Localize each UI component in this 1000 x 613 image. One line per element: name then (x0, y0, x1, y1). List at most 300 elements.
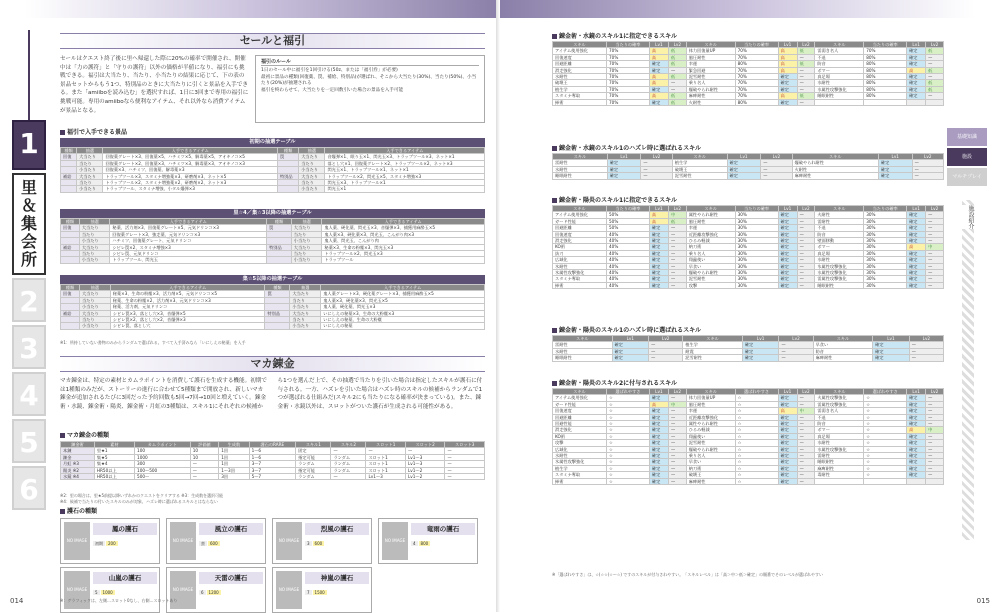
skill-value: 30% (864, 276, 907, 282)
prize-items: シビレ罠×3、落とし穴×3、音爆弾×5 (110, 310, 265, 316)
skill-value: — (649, 355, 683, 361)
skill-name: 属性やられ耐性 (686, 421, 735, 427)
prize-items: 閃光玉×1 (325, 186, 485, 192)
stone-image: NO IMAGE (170, 522, 196, 560)
skill-name: 回復速度 (553, 54, 607, 60)
skill-value: 70% (606, 67, 649, 73)
skill-value: 70% (606, 74, 649, 80)
prize-table-2 (60, 218, 485, 264)
skill-value: 30% (735, 276, 778, 282)
side-vertical-label: 施設紹介 (962, 205, 974, 229)
side-tab-basics[interactable]: 基礎知識 (947, 128, 987, 146)
skill-value: ☆ (735, 395, 778, 401)
skill-value: 高 (778, 93, 797, 99)
skill-col-header: Lv1 (727, 154, 761, 160)
table-row (553, 173, 944, 179)
maka-cell: ランダム (331, 454, 366, 460)
skill-col-header: Lv1 (612, 336, 649, 342)
skill-col-header: Lv1 (878, 154, 912, 160)
skill-value: — (926, 421, 944, 427)
skill-value: — (668, 453, 686, 459)
skill-name: 雷属性攻撃強化 (815, 276, 864, 282)
skill-value: — (797, 67, 815, 73)
skill-value: 確定 (878, 166, 912, 172)
skill-name: 緊急回避 (686, 67, 735, 73)
skill-col-header: スキル (686, 389, 735, 395)
skill-value: 確定 (907, 218, 926, 224)
maka-cell: — (405, 448, 444, 454)
skill-value: 確定 (778, 395, 797, 401)
skill-value: 確定 (778, 472, 797, 478)
maka-cell: 固定 (296, 448, 331, 454)
stone-grade: 4 (413, 541, 416, 546)
skill-value (864, 478, 907, 484)
skill-col-header: スキル (553, 206, 607, 212)
maka-cell: スロット1 (366, 454, 405, 460)
skill-value: ☆ (735, 401, 778, 407)
maka-cell: ランダム (296, 474, 331, 480)
skill-value: 70% (606, 86, 649, 92)
skill-col-header: Lv1 (649, 389, 668, 395)
skill-value: — (912, 166, 943, 172)
skill-name: 翔蟲使い (686, 257, 735, 263)
skill-value: 確定 (649, 433, 668, 439)
skill-value: — (926, 225, 944, 231)
skill-value: ☆ (864, 472, 907, 478)
rules-box (255, 55, 485, 123)
skill-value: 確定 (907, 401, 926, 407)
skill-value: 30% (735, 218, 778, 224)
skill-value: — (797, 446, 815, 452)
skill-name: 不退 (815, 414, 864, 420)
skill-value: 確定 (649, 459, 668, 465)
skill-value: 確定 (649, 276, 668, 282)
skill-value: 確定 (649, 86, 668, 92)
skill-value: ☆ (735, 453, 778, 459)
prize-cell: 大当たり (299, 173, 325, 179)
prize-items: 秘薬、生命の粉塵×2、活力剤×3、元気ドリンコ×3 (110, 297, 265, 303)
skill-value: — (797, 414, 815, 420)
skill-value: 確定 (907, 465, 926, 471)
skill-name: 滑走強化 (553, 67, 607, 73)
stone-name: 山嵐の護石 (93, 572, 157, 584)
skill-value: — (668, 414, 686, 420)
skill-value: 高 (649, 212, 668, 218)
skill-name: 体力回復量UP (686, 48, 735, 54)
skill-value: 確定 (778, 414, 797, 420)
chapter-title: 里＆集会所 (12, 173, 46, 275)
skill-value: 50% (606, 225, 649, 231)
skill-value: ☆ (606, 465, 649, 471)
prize-items: 秘薬、活力剤、元気ドリンコ (110, 304, 265, 310)
side-tab-facilities[interactable]: 施設 (947, 148, 987, 166)
chapter-tab-5[interactable]: 5 (12, 419, 46, 463)
skill-value: — (668, 225, 686, 231)
prize-items: 鬼人薬、硬化薬、閃光玉×3 (321, 304, 485, 310)
skill-col-header: Lv1 (607, 154, 641, 160)
skill-name: 挿術 (553, 478, 607, 484)
skill-value: ☆ (735, 414, 778, 420)
skill-name: 爆破やられ耐性 (686, 270, 735, 276)
column-header: 抽選 (77, 148, 103, 154)
skill-value: — (668, 276, 686, 282)
skill-value: 確定 (778, 80, 797, 86)
skill-value: ☆ (735, 433, 778, 439)
skill-value: — (668, 86, 686, 92)
skill-value: ☆ (735, 472, 778, 478)
maka-cell: 1回 (219, 461, 249, 467)
maka-cell: Lv1〜3 (405, 461, 444, 467)
rule-2: 最初に景品の種類(回復薬、罠、補給、特別品)が選ばれ、そこから大当たり(30%)、当たり(50%)、小当たり(20%)が抽選される (261, 74, 477, 87)
maka-cell: — (190, 474, 219, 480)
skill-value: 30% (735, 282, 778, 288)
prize-cell: 大当たり (290, 310, 321, 316)
skill-value: 確定 (907, 93, 926, 99)
maka-cell: — (331, 474, 366, 480)
skill-value: 確定 (907, 270, 926, 276)
skill-value: — (668, 282, 686, 288)
skill-value: 低 (668, 48, 686, 54)
skill-value: 70% (735, 80, 778, 86)
skill-name: 納刀術 (686, 465, 735, 471)
stone-name: 鳳の護石 (93, 523, 157, 535)
s4-table (552, 335, 944, 362)
prize-items: トラップツール (322, 257, 485, 263)
table2-title: 里☆4／集☆3以降の抽選テーブル (60, 209, 485, 218)
skill-col-header: スキル (553, 42, 607, 48)
skill-name: 睡眠耐性 (815, 282, 864, 288)
skill-value: — (797, 212, 815, 218)
skill-value: — (926, 459, 944, 465)
skill-value: 確定 (907, 421, 926, 427)
skill-value: 40% (606, 250, 649, 256)
prize-cell (61, 186, 77, 192)
skill-value: 30% (864, 270, 907, 276)
prize-items: 音爆弾×1、眠り玉×1、閃光玉×3、トラップツール×3、ネット×1 (325, 154, 485, 160)
skill-col-header: スキル (553, 154, 608, 160)
maka-cell: — (366, 448, 405, 454)
prize-items: 回復薬グレート×3、強走薬、元気ドリンコ×3 (110, 231, 267, 237)
skill-col-header: Lv1 (649, 206, 668, 212)
maka-cell: 月虹 ※3 (61, 461, 95, 467)
prize-cell: 回復 (61, 291, 80, 297)
skill-name: 氷属性攻撃強化 (815, 263, 864, 269)
skill-value: 40% (606, 270, 649, 276)
skill-value: ☆ (606, 440, 649, 446)
skill-col-header: Lv1 (649, 42, 668, 48)
skill-value: 確定 (778, 244, 797, 250)
chapter-tab-2[interactable]: 2 (12, 278, 46, 322)
skill-value: ☆ (606, 395, 649, 401)
page-number-left: 014 (10, 596, 24, 605)
skill-value: — (926, 401, 944, 407)
skill-name: 水耐性 (815, 80, 864, 86)
skill-value: 確定 (778, 478, 797, 484)
stones-head: 護石の種類 (60, 508, 97, 516)
skill-value: — (641, 173, 672, 179)
skill-value: 80% (864, 80, 907, 86)
skill-value: 30% (735, 225, 778, 231)
skill-name: 不退 (815, 225, 864, 231)
stone-image: NO IMAGE (276, 571, 302, 609)
skill-col-header: 当たりの確率 (864, 42, 907, 48)
prize-items: 閃光玉×1、トラップツール×1、ネット×1 (325, 167, 485, 173)
skill-value: 高 (649, 218, 668, 224)
prize-items: 秘薬×3、生命の粉塵×3、閃光玉×3 (322, 244, 485, 250)
skill-value: ☆ (606, 472, 649, 478)
skill-col-header: スキル (815, 206, 864, 212)
chapter-tab-1[interactable]: 1 (12, 120, 46, 170)
bottom-note: ※「選ばれやすさ」は、☆(☆☆(☆〜☆) ですのスキルが付与されやすい。「スキルレベル」は「高＞中＞低＞確定」の順番でそのレベルが選ばれやすい (552, 572, 824, 577)
skill-name: 水属性攻撃強化 (815, 446, 864, 452)
prize-items: トラップツール×2、閃光玉×5、スタミナ増強×3 (325, 173, 485, 179)
s2-table (552, 153, 944, 180)
skill-name: 水属性攻撃強化 (815, 86, 864, 92)
maka-cell: 300 (135, 461, 191, 467)
skill-value: ☆ (864, 453, 907, 459)
skill-value: — (668, 421, 686, 427)
prize-items: シビレ罠、元気ドリンコ (110, 251, 267, 257)
column-header: 種類 (265, 285, 290, 291)
skill-value (907, 478, 926, 484)
prize-items: トラップツール×2、閃光玉×3 (322, 251, 485, 257)
prize-cell: 大当たり (77, 173, 103, 179)
skill-col-header: Lv1 (778, 206, 797, 212)
prize-cell: 罠 (267, 225, 292, 231)
skill-value: 確定 (649, 427, 668, 433)
skill-name: 防音 (815, 61, 864, 67)
skill-value: 確定 (649, 231, 668, 237)
skill-col-header: 当たりの確率 (735, 42, 778, 48)
skill-value: 70% (864, 48, 907, 54)
skill-col-header: 当たりの確率 (864, 206, 907, 212)
prize-cell: 罠 (265, 291, 290, 297)
maka-cell: Lv1〜2 (405, 467, 444, 473)
skill-value: 確定 (907, 459, 926, 465)
skill-value: 70% (606, 61, 649, 67)
skill-name: 水耐性 (553, 166, 608, 172)
prize-cell: 小当たり (77, 186, 103, 192)
skill-name: ひるみ軽減 (686, 238, 735, 244)
table-row (553, 282, 944, 288)
prize-cell: 大当たり (291, 225, 322, 231)
skill-col-header: Lv2 (797, 389, 815, 395)
skill-name: 雷耐性 (815, 453, 864, 459)
skill-value: — (668, 478, 686, 484)
column-header: 入手できるアイテム (322, 219, 485, 225)
skill-col-header: Lv2 (668, 42, 686, 48)
skill-value: — (668, 433, 686, 439)
skill-value: — (761, 173, 792, 179)
prize-cell: 小当たり (291, 257, 322, 263)
s5-head: 錬金術・陽炎のスキル2に付与されるスキル (552, 380, 677, 388)
skill-value: 確定 (727, 160, 761, 166)
skill-value: 確定 (612, 342, 649, 348)
sale-body: セールはクエスト終了後に里へ帰還した際に20%の確率で開催され、開催中は「力の護符」と「守りの護符」以外の価格が半値になり、福引にも挑戦できる。福引は大当たり、当たり、小当たりの結果に応じて、下の表の景品セットからもう1つ、特別品のときに大当たりに引くと景品を入手できる。また「amiiboを読み込む」を選択すれば、1日に3回まで専用の福引に挑戦可能。専用のamiiboなら便利なアイテム、それ以外なら消費アイテムが景品となる。 (60, 56, 249, 114)
stone-image: NO IMAGE (64, 571, 90, 609)
skill-name: スタミナ奪取 (553, 93, 607, 99)
skill-value: 確定 (907, 395, 926, 401)
skill-value: ☆ (735, 408, 778, 414)
maka-col-header: 護石のRARE (249, 442, 296, 448)
prize-cell: 当たり (79, 297, 110, 303)
skill-value: ☆ (864, 465, 907, 471)
skill-value: 高 (649, 401, 668, 407)
skill-value: ☆ (606, 478, 649, 484)
skill-name: 睡眠耐性 (553, 173, 608, 179)
skill-value: ☆ (864, 395, 907, 401)
skill-value: 確定 (907, 212, 926, 218)
skill-name: 睡眠耐性 (815, 459, 864, 465)
maka-cell: 3〜7 (249, 467, 296, 473)
skill-value: — (909, 355, 943, 361)
prize-cell: 回復 (61, 225, 80, 231)
prize-cell: 特別品 (267, 244, 292, 250)
skill-value: 確定 (907, 433, 926, 439)
prize-cell: 特別品 (277, 173, 298, 179)
chapter-tab-3[interactable]: 3 (12, 325, 46, 369)
skill-value: 30% (864, 212, 907, 218)
skill-name: 風圧耐性 (686, 401, 735, 407)
rule-1: 1日のセール中に福引を1回引ける(50z、または「福引券」が必要) (261, 68, 398, 74)
table-row (553, 355, 944, 361)
prize-cell: 大当たり (299, 154, 325, 160)
skill-name: 破壊王 (686, 472, 735, 478)
chapter-tab-4[interactable]: 4 (12, 372, 46, 416)
skill-col-header: Lv1 (742, 336, 779, 342)
skill-name: 植生学 (553, 86, 607, 92)
stone-cost: 1500 (314, 590, 325, 595)
stone-grade: 6 (201, 590, 204, 595)
table-row (61, 225, 485, 231)
skill-name: 水属性攻撃強化 (815, 270, 864, 276)
skill-value: 確定 (778, 225, 797, 231)
skill-name: 火耐性 (792, 166, 878, 172)
skill-value: — (926, 472, 944, 478)
skill-col-header: スキル (686, 42, 735, 48)
maka-cell: 錬金 (61, 454, 95, 460)
skill-value: 確定 (649, 478, 668, 484)
skill-value: ☆ (606, 408, 649, 414)
skill-value: 確定 (649, 446, 668, 452)
skill-value: 中 (797, 408, 815, 414)
s3-head: 錬金術・陽炎のスキル1に指定できるスキル (552, 197, 677, 205)
skill-name: 乗り名人 (686, 453, 735, 459)
skill-name: 火耐性 (686, 99, 735, 105)
stone-cost: 600 (314, 541, 323, 546)
skill-value: 確定 (778, 238, 797, 244)
skill-col-header: Lv1 (907, 389, 926, 395)
table-row (553, 99, 944, 105)
skill-value: 確定 (907, 263, 926, 269)
chapter-tab-6[interactable]: 6 (12, 466, 46, 510)
skill-value: — (668, 446, 686, 452)
prize-cell: 小当たり (79, 238, 110, 244)
stone-image: NO IMAGE (64, 522, 90, 560)
skill-name: 睡眠耐性 (815, 93, 864, 99)
maka-cell: 3回 (219, 474, 249, 480)
maka-col-header: カムラポイント (135, 442, 191, 448)
skill-value: 確定 (649, 414, 668, 420)
skill-value: — (668, 67, 686, 73)
skill-name: 滑走強化 (553, 238, 607, 244)
skill-name: 爆破やられ耐性 (686, 446, 735, 452)
stone-grade: 3 (307, 541, 310, 546)
skill-value: — (912, 173, 943, 179)
skill-value: 確定 (778, 440, 797, 446)
skill-value: — (797, 250, 815, 256)
skill-value: 確定 (607, 166, 641, 172)
prize-cell: 特別品 (265, 310, 290, 316)
skill-col-header: スキル (813, 336, 873, 342)
skill-name: スタミナ奪取 (553, 276, 607, 282)
skill-value: 確定 (778, 276, 797, 282)
prize-cell: 小当たり (291, 238, 322, 244)
skill-value: — (668, 395, 686, 401)
skill-name: 麻痺耐性 (815, 465, 864, 471)
skill-name: 植生学 (672, 160, 727, 166)
skill-name: 攻撃 (553, 440, 607, 446)
prize-cell: 大当たり (79, 310, 110, 316)
skill-value: 確定 (649, 99, 668, 105)
prize-cell (61, 323, 80, 329)
right-page (500, 0, 1000, 612)
skill-value: 70% (606, 93, 649, 99)
skill-value: 確定 (907, 80, 926, 86)
skill-value: 確定 (907, 453, 926, 459)
skill-value: — (668, 465, 686, 471)
prize-items: トラップツール、閃光玉 (110, 257, 267, 263)
skill-value: 40% (606, 231, 649, 237)
maka-cell: 1〜6 (249, 454, 296, 460)
skill-value: — (926, 282, 944, 288)
stone-meta (305, 590, 328, 595)
column-header: 種類 (61, 148, 77, 154)
sale-title: セールと福引 (60, 33, 485, 49)
prize-cell: 当たり (79, 231, 110, 237)
skill-value: 80% (735, 99, 778, 105)
skill-name: 翔蟲使い (686, 433, 735, 439)
skill-value: — (797, 244, 815, 250)
column-header: 種類 (277, 148, 298, 154)
skill-value: — (797, 433, 815, 439)
skill-value: 確定 (907, 48, 926, 54)
skill-col-header: スキル (792, 154, 878, 160)
chapter-line (28, 30, 30, 120)
skill-name: 雷属性攻撃強化 (815, 401, 864, 407)
skill-name: 納刀術 (686, 244, 735, 250)
skill-col-header: Lv2 (668, 389, 686, 395)
skill-value: — (926, 395, 944, 401)
skill-value: 高 (778, 54, 797, 60)
skill-value: 確定 (907, 86, 926, 92)
prize-cell (267, 257, 292, 263)
skill-value: — (797, 282, 815, 288)
skill-name: 火属性攻撃強化 (815, 395, 864, 401)
skill-value: — (926, 263, 944, 269)
stone-name: 烈風の護石 (305, 523, 369, 535)
skill-value: 高 (778, 67, 797, 73)
side-tab-multi[interactable]: マルチプレイ (947, 168, 987, 186)
prize-cell: 小当たり (299, 167, 325, 173)
maka-col-header: スロット2 (405, 442, 444, 448)
prize-cell: 補給 (61, 310, 80, 316)
skill-name: 麻痺耐性 (686, 93, 735, 99)
skill-value: 40% (606, 257, 649, 263)
maka-note-2: ※4：候補で当たりの付いたスキルのみが対象、ハズレ時に選ばれるスキルとはならない (60, 499, 218, 504)
rule-3: 福引を終わらせて、大当たりを一定回数引いた場合の景品を入手可能 (261, 87, 404, 93)
skill-value: 確定 (778, 257, 797, 263)
